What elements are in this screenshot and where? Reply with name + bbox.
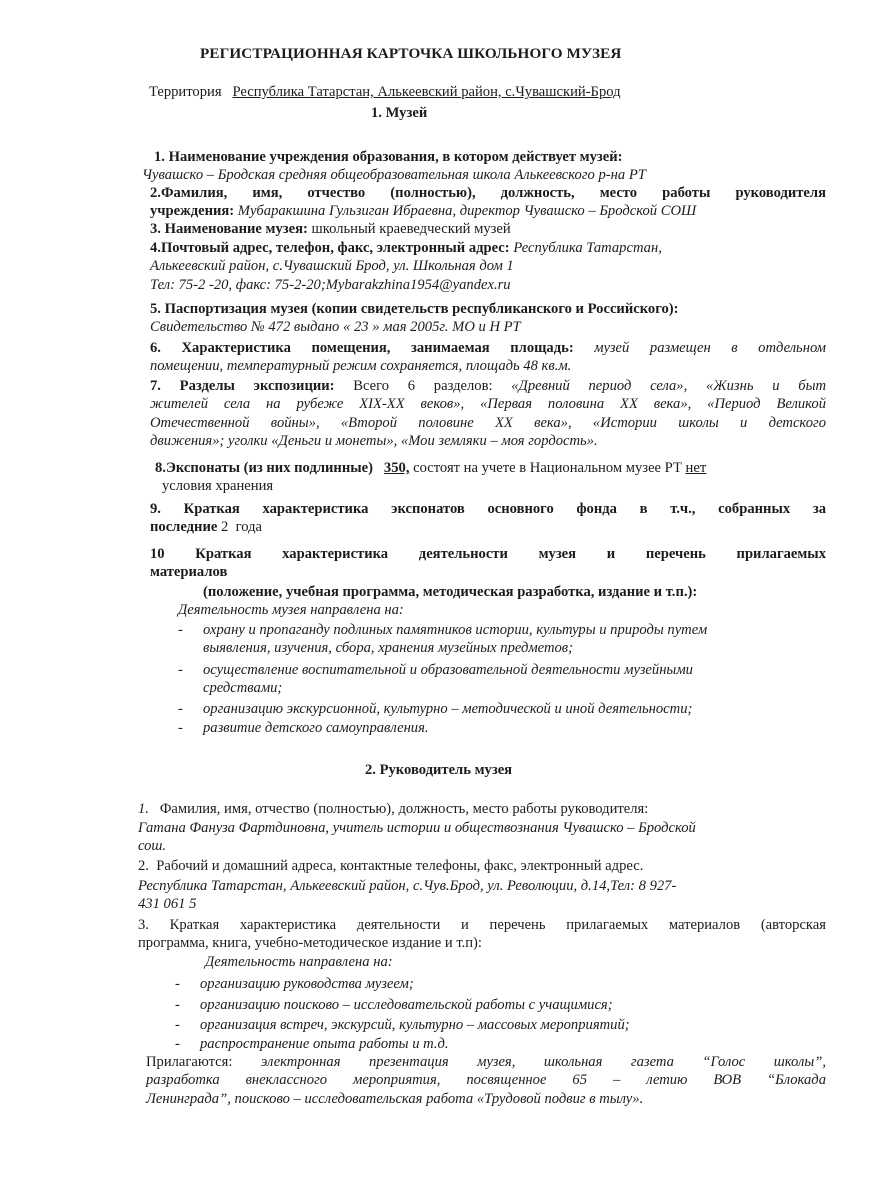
s2-q1-label: Фамилия, имя, отчество (полностью), должность, место работы руководителя: bbox=[159, 801, 649, 817]
q10-dash-2: - bbox=[178, 662, 183, 678]
q10-label-line3: (положение, учебная программа, методическая разработка, издание и т.п.): bbox=[203, 584, 698, 600]
q7-value-line2: жителей села на рубеже XIX-XX веков», «Первая половина XX века», «Период Великой bbox=[150, 396, 826, 412]
s2-q3-label-line2: программа, книга, учебно-методическое издание и т.п): bbox=[138, 935, 482, 951]
q10-dash-4: - bbox=[178, 720, 183, 736]
section2-heading: 2. Руководитель музея bbox=[365, 762, 513, 778]
q1-label: 1. Наименование учреждения образования, в котором действует музей: bbox=[154, 149, 623, 165]
q8-line2: условия хранения bbox=[162, 478, 274, 494]
s2-q2-value-line1: Республика Татарстан, Алькеевский район, с.Чув.Брод, ул. Революции, д.14,Тел: 8 927- bbox=[138, 878, 677, 894]
q3-row bbox=[150, 220, 511, 238]
s2-item-3: организация встреч, экскурсий, культурно – массовых мероприятий; bbox=[200, 1017, 630, 1033]
q8-count: 350, bbox=[383, 460, 410, 476]
s2-q1-number: 1. bbox=[138, 801, 149, 817]
attached-line3: Ленинграда”, поисково – исследовательская работа «Трудовой подвиг в тылу». bbox=[146, 1091, 644, 1107]
q10-item-3: организацию экскурсионной, культурно – методической и иной деятельности; bbox=[203, 701, 693, 717]
q9-label-line1: 9. Краткая характеристика экспонатов основного фонда в т.ч., собранных за bbox=[150, 501, 826, 517]
s2-dash-3: - bbox=[175, 1017, 180, 1033]
attached-line2: разработка внеклассного мероприятия, посвященное 65 – летию ВОВ “Блокада bbox=[146, 1072, 826, 1088]
q10-label-line2: материалов bbox=[150, 564, 228, 580]
s2-q2-value-line2: 431 061 5 bbox=[138, 896, 197, 912]
s2-q2-number: 2. bbox=[138, 858, 149, 874]
q10-item-2-cont: средствами; bbox=[203, 680, 283, 696]
q4-value-line2: Алькеевский район, с.Чувашский Брод, ул. Школьная дом 1 bbox=[150, 258, 514, 274]
q2-label-line2: учреждения: bbox=[150, 203, 235, 219]
q7-value-line4: движения»; уголки «Деньги и монеты», «Мои земляки – моя гордость». bbox=[150, 433, 598, 449]
q4-label: 4.Почтовый адрес, телефон, факс, электронный адрес: bbox=[150, 240, 510, 256]
s2-q1-value-line1: Гатана Фануза Фартдиновна, учитель истории и обществознания Чувашско – Бродской bbox=[138, 820, 696, 836]
q7-value-line3: Отечественной войны», «Второй половине XX века», «Истории школы и детского bbox=[150, 415, 826, 431]
q5-value: Свидетельство № 472 выдано « 23 » мая 2005г. МО и Н РТ bbox=[150, 319, 521, 335]
s2-dash-2: - bbox=[175, 997, 180, 1013]
s2-dash-1: - bbox=[175, 976, 180, 992]
q10-item-4: развитие детского самоуправления. bbox=[203, 720, 429, 736]
q10-dash-1: - bbox=[178, 622, 183, 638]
attached-text-1: электронная презентация музея, школьная газета “Голос школы”, bbox=[260, 1054, 826, 1070]
s2-item-4: распространение опыта работы и т.д. bbox=[200, 1036, 449, 1052]
q10-intro: Деятельность музея направлена на: bbox=[178, 602, 404, 618]
s2-q2-label: Рабочий и домашний адреса, контактные телефоны, факс, электронный адрес. bbox=[156, 858, 644, 874]
q7-line1 bbox=[150, 377, 826, 395]
q4-value-line3: Тел: 75-2 -20, факс: 75-2-20;Mybarakzhina1954@yandex.ru bbox=[150, 277, 511, 293]
q9-label-line2: последние bbox=[150, 519, 218, 535]
q9-years-word: года bbox=[235, 519, 262, 535]
s2-q1-value-line2: сош. bbox=[138, 838, 167, 854]
q8-text: состоят на учете в Национальном музее РТ bbox=[413, 460, 682, 476]
q8-answer: нет bbox=[685, 460, 707, 476]
s2-q2-row bbox=[138, 857, 643, 875]
q8-label: 8.Экспонаты (из них подлинные) bbox=[155, 460, 373, 476]
q10-item-1: охрану и пропаганду подлиных памятников истории, культуры и природы путем bbox=[203, 622, 708, 638]
territory-label: Территория bbox=[149, 84, 222, 100]
q7-value-line1: «Древний период села», «Жизнь и быт bbox=[511, 378, 827, 394]
q2-label-line1: 2.Фамилия, имя, отчество (полностью), должность, место работы руководителя bbox=[150, 185, 826, 201]
q3-value: школьный краеведческий музей bbox=[311, 221, 511, 237]
s2-q3-label-line1: 3. Краткая характеристика деятельности и перечень прилагаемых материалов (авторская bbox=[138, 917, 826, 933]
q4-value-line1: Республика Татарстан, bbox=[513, 240, 662, 256]
q9-line2 bbox=[150, 518, 262, 536]
attached-line1 bbox=[146, 1053, 826, 1071]
attached-label: Прилагаются: bbox=[146, 1054, 233, 1070]
q10-item-2: осуществление воспитательной и образовательной деятельности музейными bbox=[203, 662, 693, 678]
q1-value: Чувашско – Бродская средняя общеобразовательная школа Алькеевского р-на РТ bbox=[142, 167, 646, 183]
q7-label: 7. Разделы экспозиции: bbox=[150, 378, 335, 394]
q3-label: 3. Наименование музея: bbox=[150, 221, 308, 237]
q6-line1 bbox=[150, 339, 826, 357]
s2-item-2: организацию поисково – исследовательской работы с учащимися; bbox=[200, 997, 613, 1013]
section1-heading: 1. Музей bbox=[371, 105, 428, 121]
q8-row bbox=[155, 459, 706, 477]
q10-label-line1: 10 Краткая характеристика деятельности музея и перечень прилагаемых bbox=[150, 546, 826, 562]
document-title: РЕГИСТРАЦИОННАЯ КАРТОЧКА ШКОЛЬНОГО МУЗЕЯ bbox=[200, 45, 622, 62]
q2-line2 bbox=[150, 202, 696, 220]
s2-q3-intro: Деятельность направлена на: bbox=[205, 954, 393, 970]
q10-item-1-cont: выявления, изучения, сбора, хранения музейных предметов; bbox=[203, 640, 573, 656]
s2-dash-4: - bbox=[175, 1036, 180, 1052]
q6-value-line2: помещении, температурный режим сохраняется, площадь 48 кв.м. bbox=[150, 358, 572, 374]
q10-dash-3: - bbox=[178, 701, 183, 717]
s2-q1-row bbox=[138, 800, 648, 818]
territory-value: Республика Татарстан, Алькеевский район, с.Чувашский-Брод bbox=[232, 84, 621, 100]
q6-label: 6. Характеристика помещения, занимаемая площадь: bbox=[150, 340, 574, 356]
s2-item-1: организацию руководства музеем; bbox=[200, 976, 414, 992]
q7-value-prefix: Всего 6 разделов: bbox=[353, 378, 493, 394]
territory-row bbox=[149, 83, 621, 101]
q6-value-line1: музей размещен в отдельном bbox=[594, 340, 826, 356]
q4-row bbox=[150, 239, 662, 257]
q9-years: 2 bbox=[221, 519, 229, 535]
q2-value: Мубаракшина Гульзиган Ибраевна, директор Чувашско – Бродской СОШ bbox=[237, 203, 697, 219]
q5-label: 5. Паспортизация музея (копии свидетельств республиканского и Российского): bbox=[150, 301, 679, 317]
